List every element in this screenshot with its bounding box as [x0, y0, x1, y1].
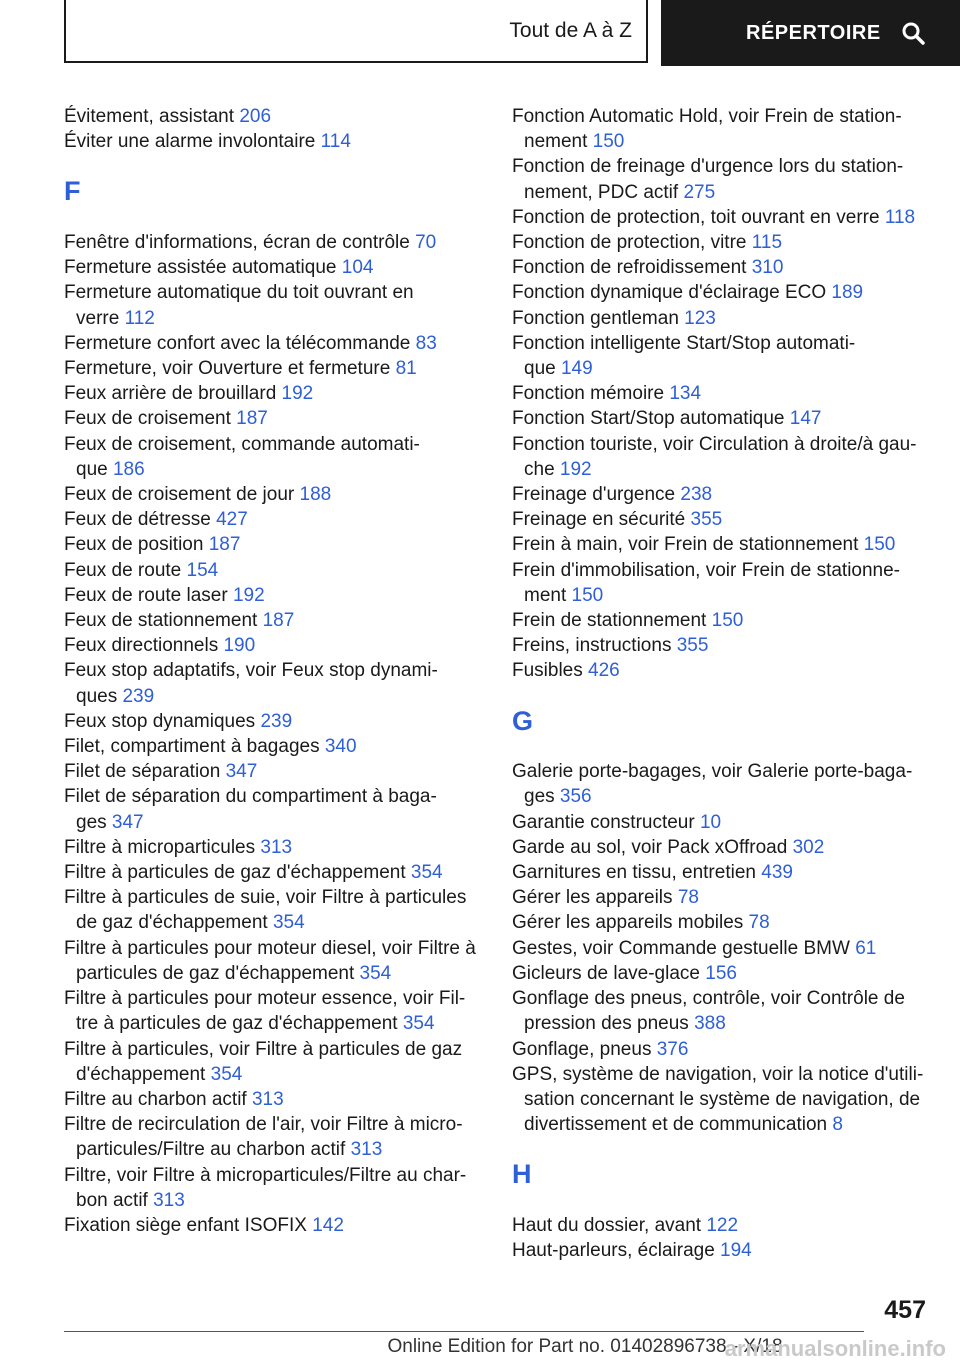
- page-link[interactable]: 192: [559, 458, 592, 480]
- index-entry-text: Fonction de protection, vitre: [512, 232, 747, 254]
- page-link[interactable]: 187: [236, 408, 268, 430]
- page-link[interactable]: 10: [699, 811, 722, 833]
- index-entry: [64, 1087, 484, 1112]
- index-entry-text: Fermeture automatique du toit ouvrant en verre: [64, 282, 414, 329]
- index-entry-text: Frein d'immobilisation, voir Frein de stationne- ment: [512, 559, 901, 606]
- page-link[interactable]: 83: [415, 332, 437, 354]
- index-entry-text: Filtre à particules, voir Filtre à particules de gaz d'échappement: [64, 1038, 463, 1085]
- index-entry-text: Fusibles: [512, 660, 583, 682]
- index-entry: [64, 734, 484, 759]
- top-navigation: [0, 0, 960, 66]
- index-entry-text: Fonction Start/Stop automatique: [512, 408, 785, 430]
- index-entry-text: Feux de stationnement: [64, 610, 258, 632]
- index-entry: [64, 885, 484, 935]
- index-entry-text: Fonction mémoire: [512, 383, 665, 405]
- index-entry-text: Gestes, voir Commande gestuelle BMW: [512, 937, 850, 959]
- index-entry-text: Fonction touriste, voir Circulation à droite/à gau- che: [512, 433, 917, 480]
- index-entry-text: Haut du dossier, avant: [512, 1214, 702, 1236]
- index-entry: [64, 280, 484, 330]
- index-entry: [64, 608, 484, 633]
- index-entry-text: Garde au sol, voir Pack xOffroad: [512, 836, 788, 858]
- page-link[interactable]: 187: [262, 610, 295, 632]
- index-entry: [512, 280, 932, 305]
- index-entry-text: Filet de séparation du compartiment à baga- ges: [64, 786, 437, 833]
- index-entry-text: Freinage d'urgence: [512, 484, 676, 506]
- page-link[interactable]: 439: [761, 862, 793, 884]
- index-entry: [512, 104, 932, 154]
- index-entry: [64, 860, 484, 885]
- page-link[interactable]: 156: [705, 962, 737, 984]
- page-link[interactable]: 347: [225, 761, 258, 783]
- index-entry-text: Garnitures en tissu, entretien: [512, 862, 756, 884]
- tab-a-to-z[interactable]: [64, 0, 648, 63]
- page-link[interactable]: 427: [216, 509, 248, 531]
- page-link[interactable]: 147: [789, 408, 822, 430]
- page-link[interactable]: 81: [395, 358, 417, 380]
- page-link[interactable]: 187: [208, 534, 241, 556]
- index-entry-text: Filet de séparation: [64, 761, 221, 783]
- index-entry-text: Feux de croisement de jour: [64, 484, 295, 506]
- index-entry: [64, 759, 484, 784]
- page-link[interactable]: 78: [677, 887, 699, 909]
- index-entry-text: Filtre à microparticules: [64, 836, 256, 858]
- page-link[interactable]: 134: [669, 383, 702, 405]
- page-link[interactable]: 355: [676, 635, 709, 657]
- index-entry-text: Gonflage des pneus, contrôle, voir Contrôle de pression des pneus: [512, 988, 905, 1035]
- page-link[interactable]: 192: [281, 383, 314, 405]
- index-entry-text: Fonction intelligente Start/Stop automati- que: [512, 332, 856, 380]
- section-letter: G: [512, 705, 534, 736]
- page-link[interactable]: 118: [884, 206, 916, 228]
- index-entry: [64, 230, 484, 255]
- tab-repertoire-label: RÉPERTOIRE: [746, 21, 881, 44]
- watermark: armanualsonline.info: [724, 1336, 946, 1361]
- index-entry: [512, 910, 932, 935]
- page-link[interactable]: 78: [748, 912, 770, 934]
- page-link[interactable]: 189: [831, 282, 864, 304]
- index-entry: [512, 306, 932, 331]
- page-link[interactable]: 376: [656, 1038, 689, 1060]
- index-entry-text: Fonction de refroidissement: [512, 257, 747, 279]
- index-entry: [512, 255, 932, 280]
- page-link[interactable]: 188: [299, 484, 332, 506]
- index-entry-text: Filtre à particules de gaz d'échappement: [64, 862, 406, 884]
- index-entry-text: Fermeture, voir Ouverture et fermeture: [64, 358, 391, 380]
- index-entry: [512, 759, 932, 809]
- index-entry: [64, 1112, 484, 1162]
- index-entry: [64, 1163, 484, 1213]
- index-entry-text: Garantie constructeur: [512, 811, 695, 833]
- index-entry-text: Filtre à particules de suie, voir Filtre à particules de gaz d'échappement: [64, 887, 467, 934]
- page-link[interactable]: 313: [350, 1139, 383, 1161]
- page-link[interactable]: 426: [588, 660, 620, 682]
- search-icon[interactable]: [901, 21, 925, 45]
- index-entry: [64, 658, 484, 708]
- index-entry-text: Fonction dynamique d'éclairage ECO: [512, 282, 827, 304]
- index-entry: [64, 129, 484, 154]
- index-entry: [64, 784, 484, 834]
- index-entry: [64, 709, 484, 734]
- page-link[interactable]: 238: [680, 484, 713, 506]
- page-link[interactable]: 192: [232, 584, 265, 606]
- index-entry-text: Feux arrière de brouillard: [64, 383, 277, 405]
- page-link[interactable]: 354: [210, 1063, 243, 1085]
- index-entry-text: Filet, compartiment à bagages: [64, 736, 320, 758]
- index-entry-text: Fermeture assistée automatique: [64, 257, 337, 279]
- index-entry-text: Filtre, voir Filtre à microparticules/Filtre au char- bon actif: [64, 1164, 467, 1211]
- page-link[interactable]: 70: [415, 232, 437, 253]
- page-link[interactable]: 123: [684, 307, 716, 329]
- page-link[interactable]: 61: [855, 937, 877, 959]
- index-entry-text: Feux directionnels: [64, 635, 219, 657]
- index-entry-text: Fenêtre d'informations, écran de contrôle: [64, 232, 410, 253]
- index-entry: [64, 331, 484, 356]
- index-entry: [512, 658, 932, 683]
- index-entry-text: Feux de position: [64, 534, 204, 556]
- index-entry-text: Feux stop dynamiques: [64, 710, 256, 732]
- index-entry: [64, 558, 484, 583]
- page-link[interactable]: 150: [571, 584, 604, 606]
- index-entry: [512, 608, 932, 633]
- index-entry-text: Freinage en sécurité: [512, 509, 686, 531]
- index-entry-text: Gérer les appareils: [512, 887, 673, 909]
- index-entry-text: Gicleurs de lave-glace: [512, 962, 700, 984]
- page-link[interactable]: 142: [312, 1214, 344, 1236]
- page-link[interactable]: 388: [694, 1013, 726, 1035]
- index-entry: [512, 835, 932, 860]
- page-link[interactable]: 150: [863, 534, 896, 556]
- page-link[interactable]: 313: [251, 1088, 284, 1110]
- index-entry: [512, 961, 932, 986]
- index-entry-text: Évitement, assistant: [64, 106, 235, 127]
- index-entry-text: Feux de croisement, commande automati- que: [64, 433, 420, 480]
- page-link[interactable]: 112: [124, 307, 155, 329]
- page-link[interactable]: 302: [792, 836, 825, 858]
- index-column-right: [512, 104, 932, 1263]
- index-entry-text: Fixation siège enfant ISOFIX: [64, 1214, 307, 1236]
- index-entry: [512, 331, 932, 381]
- index-entry: [64, 633, 484, 658]
- footer-edition: Online Edition for Part no. 01402896738 - X/18: [387, 1336, 783, 1357]
- index-entry-text: Feux stop adaptatifs, voir Feux stop dynami- ques: [64, 660, 438, 707]
- index-entry-text: Filtre au charbon actif: [64, 1088, 247, 1110]
- page-link[interactable]: 206: [239, 106, 272, 127]
- index-entry-text: Haut-parleurs, éclairage: [512, 1240, 715, 1262]
- index-entry: [512, 633, 932, 658]
- index-entry-text: Fonction Automatic Hold, voir Frein de station- nement: [512, 106, 902, 153]
- index-entry-text: Gonflage, pneus: [512, 1038, 652, 1060]
- index-entry: [64, 507, 484, 532]
- index-entry: [64, 255, 484, 280]
- page-link[interactable]: 150: [592, 131, 625, 153]
- index-entry: [512, 532, 932, 557]
- page-link[interactable]: 354: [402, 1013, 435, 1035]
- index-entry: [64, 104, 484, 129]
- page-link[interactable]: 8: [832, 1114, 843, 1136]
- tab-repertoire[interactable]: [661, 0, 960, 66]
- index-entry-text: Feux de route laser: [64, 584, 228, 606]
- index-column-left: [64, 104, 484, 1238]
- index-entry-text: Feux de détresse: [64, 509, 211, 531]
- index-entry: [64, 482, 484, 507]
- page-link[interactable]: 122: [706, 1214, 739, 1236]
- page-link[interactable]: 355: [690, 509, 723, 531]
- page-link[interactable]: 313: [260, 836, 293, 858]
- index-entry: [512, 507, 932, 532]
- index-entry: [512, 986, 932, 1036]
- index-entry-text: Filtre de recirculation de l'air, voir Filtre à micro- particules/Filtre au charbon actif: [64, 1114, 463, 1161]
- index-entry-text: Feux de route: [64, 559, 182, 581]
- page-link[interactable]: 310: [751, 257, 784, 279]
- page-link[interactable]: 347: [111, 811, 144, 833]
- index-entry: [512, 936, 932, 961]
- page-link[interactable]: 114: [320, 131, 351, 153]
- index-entry: [512, 558, 932, 608]
- index-entry: [512, 406, 932, 431]
- page-link[interactable]: 190: [223, 635, 256, 657]
- page-link[interactable]: 150: [711, 610, 744, 632]
- index-entry: [64, 936, 484, 986]
- page-link[interactable]: 275: [683, 181, 716, 203]
- section-letter: H: [512, 1159, 532, 1190]
- index-entry-text: Frein de stationnement: [512, 610, 707, 632]
- index-entry: [64, 583, 484, 608]
- index-entry: [512, 1213, 932, 1238]
- index-entry-text: GPS, système de navigation, voir la notice d'utili- sation concernant le système de navigation, de divertissement et de communication: [512, 1063, 924, 1136]
- index-entry: [512, 432, 932, 482]
- index-entry-text: Filtre à particules pour moteur essence, voir Fil- tre à particules de gaz d'échappement: [64, 988, 466, 1035]
- page-link[interactable]: 354: [272, 912, 305, 934]
- index-entry-text: Freins, instructions: [512, 635, 672, 657]
- index-entry: [64, 356, 484, 381]
- index-entry-text: Fonction gentleman: [512, 307, 679, 329]
- index-entry-text: Fermeture confort avec la télécommande: [64, 332, 411, 354]
- page-link[interactable]: 186: [112, 458, 145, 480]
- index-entry-text: Gérer les appareils mobiles: [512, 912, 744, 934]
- index-entry: [512, 1238, 932, 1263]
- page-link[interactable]: 154: [186, 559, 219, 581]
- index-entry: [512, 810, 932, 835]
- page-link[interactable]: 354: [359, 962, 392, 984]
- index-entry: [64, 432, 484, 482]
- index-entry: [64, 406, 484, 431]
- index-entry-text: Filtre à particules pour moteur diesel, voir Filtre à particules de gaz d'échappement: [64, 937, 476, 984]
- tab-a-to-z-label: Tout de A à Z: [509, 18, 632, 42]
- index-entry-text: Fonction de freinage d'urgence lors du station- nement, PDC actif: [512, 156, 904, 203]
- page-link[interactable]: 115: [751, 232, 783, 254]
- index-entry-text: Feux de croisement: [64, 408, 231, 430]
- page-link[interactable]: 194: [720, 1240, 752, 1262]
- index-entry: [512, 860, 932, 885]
- index-entry-text: Fonction de protection, toit ouvrant en verre: [512, 206, 880, 228]
- index-entry: [512, 482, 932, 507]
- page-number: 457: [884, 1296, 926, 1324]
- page-link[interactable]: 313: [153, 1189, 185, 1211]
- page-link[interactable]: 239: [260, 710, 293, 732]
- index-entry: [64, 986, 484, 1036]
- index-entry: [64, 835, 484, 860]
- index-entry: [512, 154, 932, 204]
- index-entry-text: Galerie porte-bagages, voir Galerie porte-baga- ges: [512, 761, 913, 808]
- index-entry: [64, 381, 484, 406]
- index-entry: [512, 205, 932, 230]
- index-entry: [64, 1037, 484, 1087]
- index-entry: [512, 1062, 932, 1138]
- section-letter: F: [64, 176, 81, 207]
- page-link[interactable]: 149: [560, 358, 593, 380]
- index-entry-text: Éviter une alarme involontaire: [64, 131, 316, 153]
- page-link[interactable]: 354: [410, 862, 443, 884]
- index-entry: [64, 1213, 484, 1238]
- page-link[interactable]: 340: [324, 736, 357, 758]
- index-entry: [64, 532, 484, 557]
- footer-divider: [64, 1331, 864, 1332]
- page-link[interactable]: 356: [559, 786, 592, 808]
- index-entry: [512, 1037, 932, 1062]
- index-entry: [512, 885, 932, 910]
- index-entry-text: Frein à main, voir Frein de stationnement: [512, 534, 859, 556]
- page-link[interactable]: 239: [122, 685, 155, 707]
- index-entry: [512, 230, 932, 255]
- index-entry: [512, 381, 932, 406]
- page-link[interactable]: 104: [341, 257, 374, 279]
